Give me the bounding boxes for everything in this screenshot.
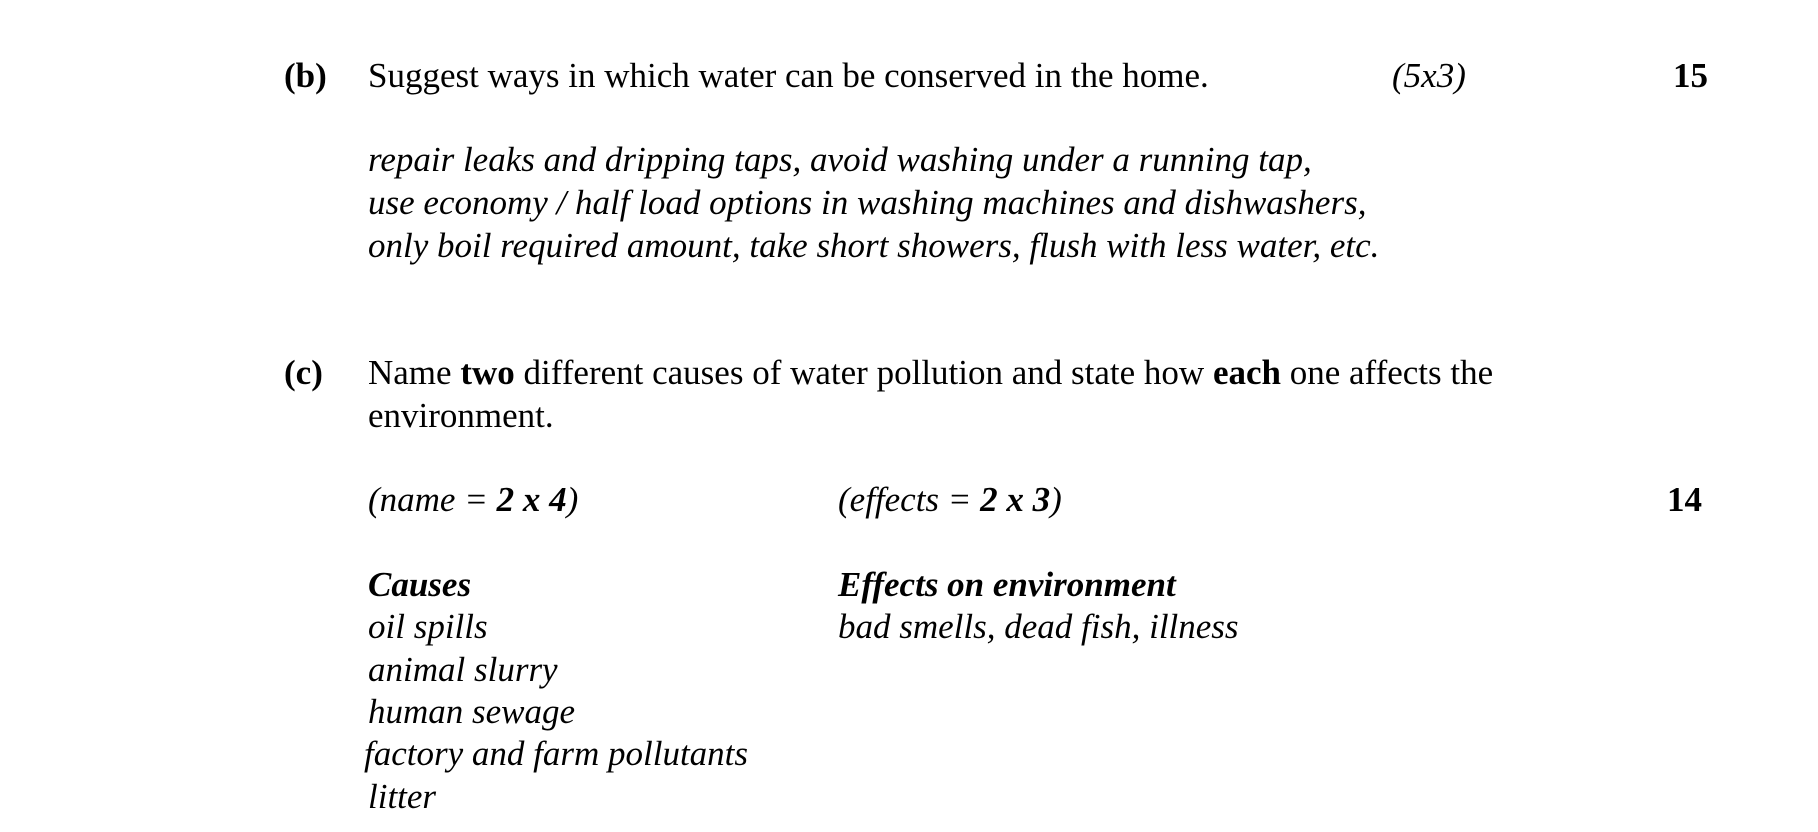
name-allocation-value: 2 x 4 bbox=[496, 480, 567, 519]
part-b-marks: 15 bbox=[1673, 56, 1708, 95]
cause-item: animal slurry bbox=[368, 650, 558, 689]
part-c-question-emphasis-two: two bbox=[460, 353, 515, 392]
cause-item: factory and farm pollutants bbox=[364, 734, 749, 773]
effects-allocation bbox=[838, 479, 1062, 521]
cause-item: human sewage bbox=[368, 692, 576, 731]
part-b-answer-line-1: repair leaks and dripping taps, avoid washing under a running tap, bbox=[368, 140, 1312, 179]
effects-allocation-suffix: ) bbox=[1050, 480, 1062, 519]
cause-item: oil spills bbox=[368, 607, 488, 646]
effects-allocation-prefix: (effects = bbox=[838, 480, 981, 519]
part-c-question-emphasis-each: each bbox=[1212, 353, 1281, 392]
part-c-marks: 14 bbox=[1667, 480, 1702, 519]
part-c-question-line-1 bbox=[368, 352, 1493, 394]
name-allocation-suffix: ) bbox=[566, 480, 579, 519]
part-c-question-text-1: Name bbox=[368, 353, 461, 392]
effect-item: bad smells, dead fish, illness bbox=[838, 607, 1239, 646]
effects-allocation-value: 2 x 3 bbox=[980, 480, 1051, 519]
part-c-question-text-2: different causes of water pollution and state how bbox=[514, 353, 1213, 392]
part-c-label: (c) bbox=[284, 353, 323, 392]
cause-item: litter bbox=[368, 777, 437, 816]
part-b-label: (b) bbox=[284, 56, 327, 95]
part-c-question-line-2: environment. bbox=[368, 396, 554, 435]
part-b-answer-line-3: only boil required amount, take short showers, flush with less water, etc. bbox=[368, 226, 1380, 265]
name-allocation-prefix: (name = bbox=[368, 480, 497, 519]
part-c-question-text-3: one affects the bbox=[1280, 353, 1494, 392]
part-b-answer-line-2: use economy / half load options in washing machines and dishwashers, bbox=[368, 183, 1367, 222]
part-b-allocation: (5x3) bbox=[1392, 56, 1466, 95]
effects-header: Effects on environment bbox=[838, 565, 1176, 604]
causes-header: Causes bbox=[368, 565, 472, 604]
name-allocation bbox=[368, 479, 578, 521]
part-b-question: Suggest ways in which water can be conserved in the home. bbox=[368, 56, 1209, 95]
